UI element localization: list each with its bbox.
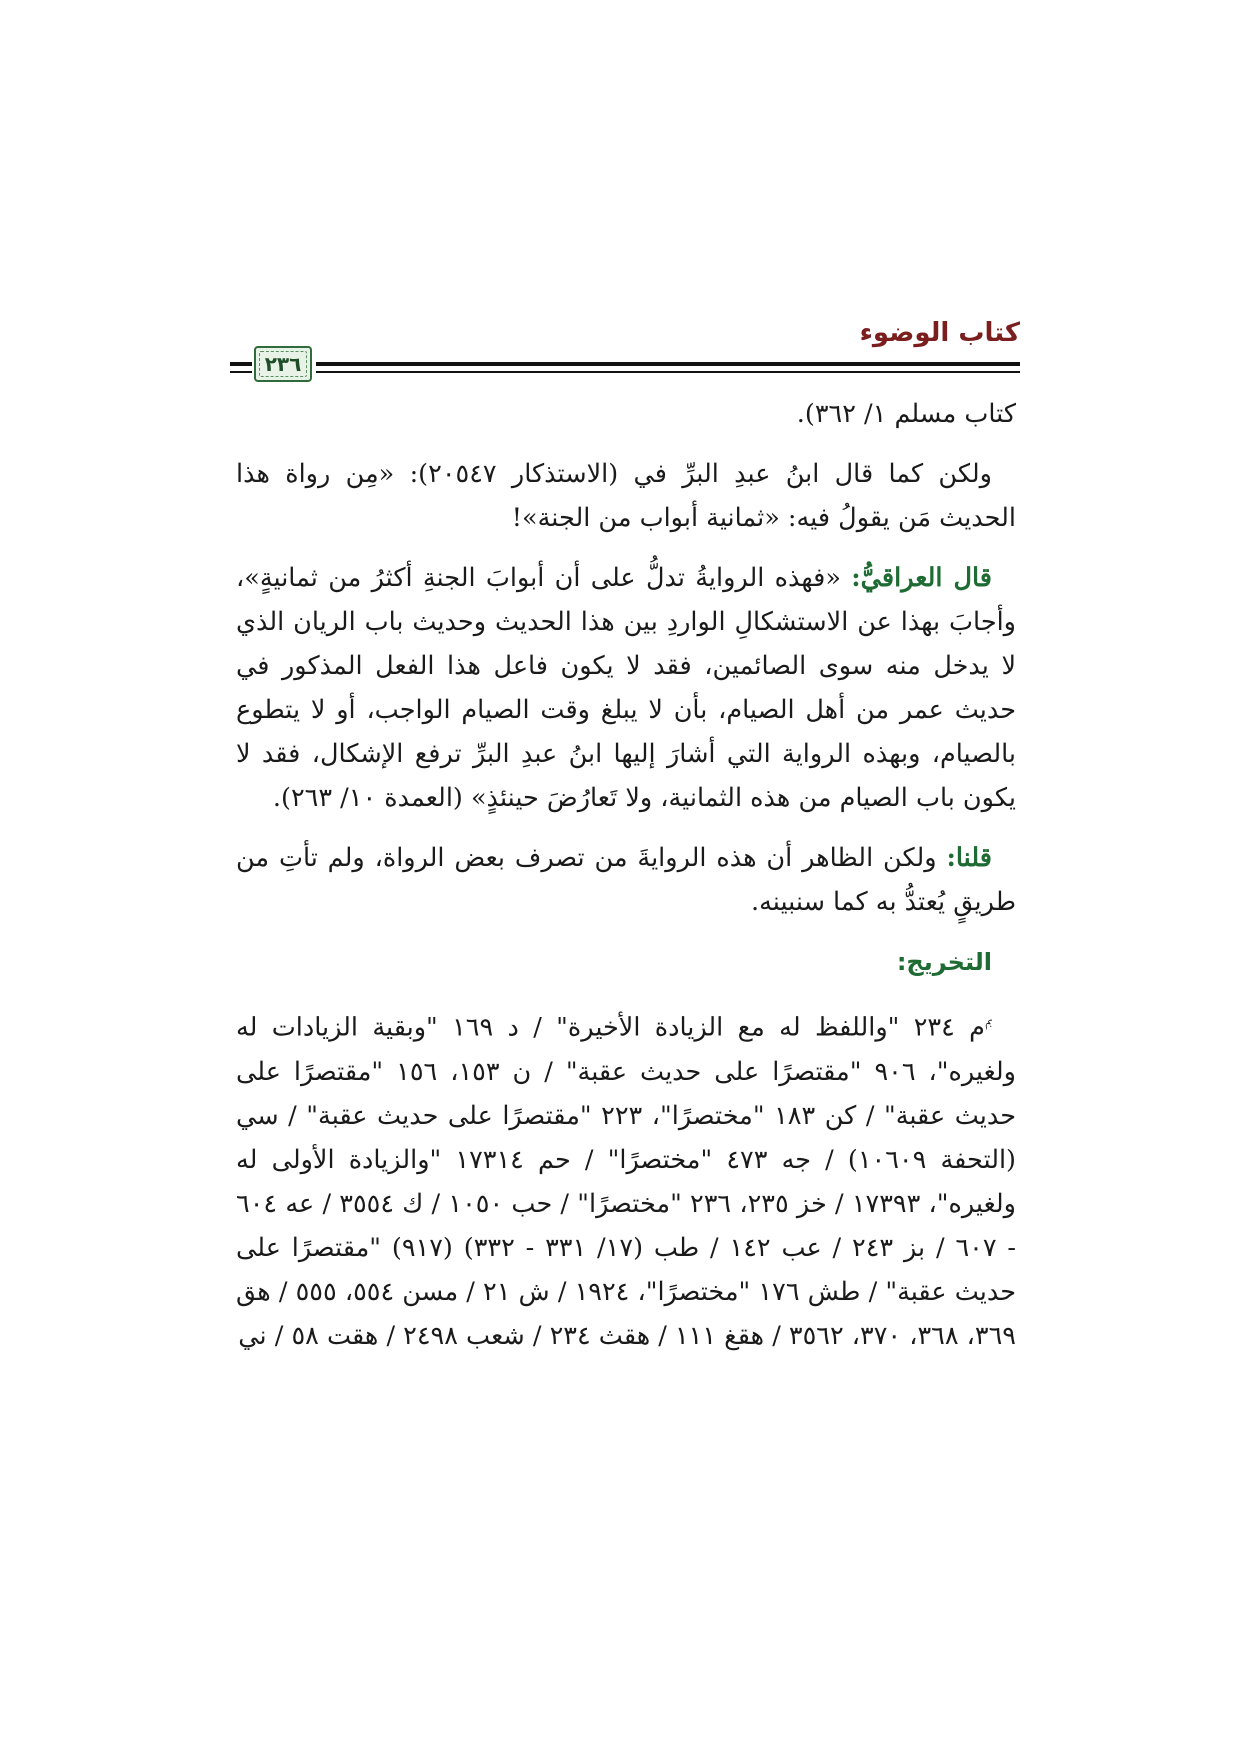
manuscript-mark-icon: ﰈ [984, 1014, 992, 1030]
iraqi-label: قال العراقيُّ: [851, 563, 992, 593]
page-number-badge [254, 346, 312, 382]
header-rule [316, 362, 1020, 373]
takhrij-text: م ٢٣٤ "واللفظ له مع الزيادة الأخيرة" / د ١٦٩ "وبقية الزيادات له ولغيره"، ٩٠٦ "مقتصرًا على حديث عقبة" / ن ١٥٣، ١٥٦ "مقتصرًا على حديث عقبة" / كن ١٨٣ "مختصرًا"، ٢٢٣ "مقتصرًا على حديث عقبة" / سي (التحفة ١٠٦٠٩) / جه ٤٧٣ "مختصرًا" / حم ١٧٣١٤ "والزيادة الأولى له ولغيره"، ١٧٣٩٣ / خز ٢٣٥، ٢٣٦ "مختصرًا" / حب ١٠٥٠ / ك ٣٥٥٤ / عه ٦٠٤ - ٦٠٧ / بز ٢٤٣ / عب ١٤٢ / طب (١٧/ ٣٣١ - ٣٣٢) (٩١٧) "مقتصرًا على حديث عقبة" / طش ١٧٦ "مختصرًا"، ١٩٢٤ / ش ٢١ / مسن ٥٥٤، ٥٥٥ / هق ٣٦٩، ٣٦٨، ٣٧٠، ٣٥٦٢ / هقغ ١١١ / هقث ٢٣٤ / شعب ٢٤٩٨ / هقت ٥٨ / ني [236, 1012, 1017, 1351]
paragraph-4 [236, 836, 1016, 924]
paragraph-2: ولكن كما قال ابنُ عبدِ البرِّ في (الاستذكار ٢٠٥٤٧): «مِن رواة هذا الحديث مَن يقولُ فيه: «ثمانية أبواب من الجنة»! [236, 459, 1016, 533]
header-rule-left [230, 362, 252, 373]
section-heading-takhrij: التخريج: [896, 948, 992, 976]
paragraph-4-text: ولكن الظاهر أن هذه الروايةَ من تصرف بعض الرواة، ولم تأتِ من طريقٍ يُعتدُّ به كما سنبينه. [236, 843, 1016, 917]
paragraph-1: كتاب مسلم ١/ ٣٦٢). [796, 399, 1016, 429]
page-header [230, 318, 1020, 382]
page-number: ٢٣٦ [264, 352, 302, 376]
book-title: كتاب الوضوء [859, 318, 1020, 348]
page-body [236, 392, 1016, 1358]
takhrij-paragraph [236, 1000, 1016, 1358]
paragraph-3 [236, 556, 1016, 820]
qulna-label: قلنا: [946, 843, 992, 873]
paragraph-3-text: «فهذه الروايةُ تدلُّ على أن أبوابَ الجنةِ أكثرُ من ثمانيةٍ»، وأجابَ بهذا عن الاستشكالِ الواردِ بين هذا الحديث وحديث باب الريان الذي لا يدخل منه سوى الصائمين، فقد لا يكون فاعل هذا الفعل المذكور في حديث عمر من أهل الصيام، بأن لا يبلغ وقت الصيام الواجب، أو لا يتطوع بالصيام، وبهذه الرواية التي أشارَ إليها ابنُ عبدِ البرِّ ترفع الإشكال، فقد لا يكون باب الصيام من هذه الثمانية، ولا تَعارُضَ حينئذٍ» (العمدة ١٠/ ٢٦٣). [236, 563, 1016, 813]
